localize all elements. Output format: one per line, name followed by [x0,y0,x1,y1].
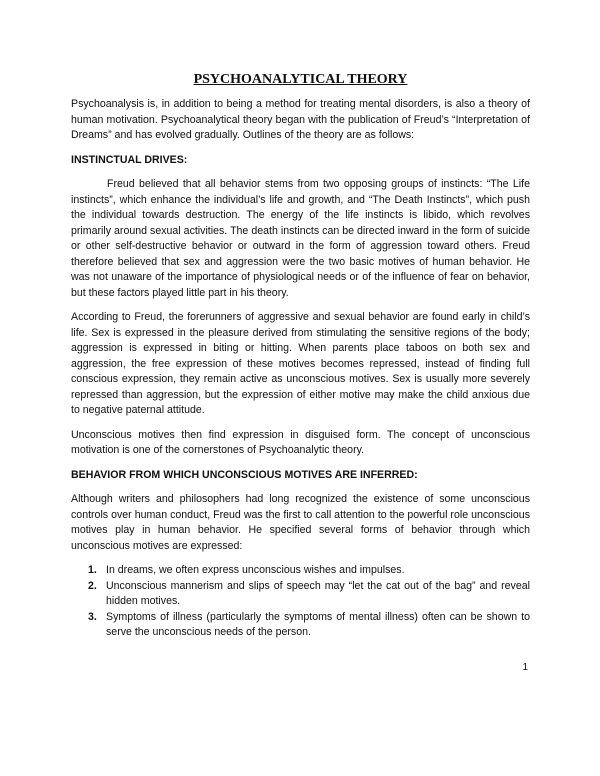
list-number: 1. [88,564,97,576]
paragraph-unconscious-motives: Unconscious motives then find expression in disguised form. The concept of unconscious motivation is one of the cornerstones of Psychoanalytic theory. [71,428,530,456]
section-heading-behavior: BEHAVIOR FROM WHICH UNCONSCIOUS MOTIVES ARE INFERRED: [71,468,418,481]
list-text: In dreams, we often express unconscious wishes and impulses. [106,564,405,576]
list-text: Symptoms of illness (particularly the symptoms of mental illness) often can be shown to serve the unconscious needs of the person. [106,610,530,638]
list-item [71,563,530,579]
section-heading-instinctual-drives: INSTINCTUAL DRIVES: [71,153,188,166]
list-number: 3. [88,610,97,623]
list-number: 2. [88,579,97,592]
paragraph-instincts: Freud believed that all behavior stems from two opposing groups of instincts: “The Life instincts”, which enhance the individual’s life and growth, and “The Death Instincts”, which push the individual towards destruction. The energy of the life instincts is libido, which revolves primarily around sexual activities. The death instincts can be directed inward in the form of suicide or other self-destructive behavior or outward in the form of aggression toward others. Freud therefore believed that sex and aggression were the two basic motives of human behavior. He was not unaware of the importance of physiological needs or of the influence of fear on behavior, but these factors played little part in his theory. [71,178,530,299]
list-text: Unconscious mannerism and slips of speech may “let the cat out of the bag” and reveal hidden motives. [106,579,530,607]
paragraph-forerunners: According to Freud, the forerunners of aggressive and sexual behavior are found early in child’s life. Sex is expressed in the pleasure derived from stimulating the sensitive regions of the body; aggression is expressed in biting or hitting. When parents place taboos on both sex and aggression, the free expression of these motives becomes repressed, instead of finding full conscious expression, they remain active as unconscious motives. Sex is usually more severely repressed than aggression, but the expression of either motive may make the child anxious due to negative paternal attitude. [71,311,530,416]
list-item [71,610,530,641]
page-number: 1 [522,661,528,673]
intro-paragraph: Psychoanalysis is, in addition to being a method for treating mental disorders, is also a theory of human motivation. Psychoanalytical theory began with the publication of Freud’s “Interpretation of Dreams” and has evolved gradually. Outlines of the theory are as follows: [71,98,530,141]
paragraph-writers: Although writers and philosophers had long recognized the existence of some unconscious controls over human conduct, Freud was the first to call attention to the powerful role unconscious motives play in human behavior. He specified several forms of behavior through which unconscious motives are expressed: [71,493,530,552]
behavior-list [71,563,530,641]
document-title: PSYCHOANALYTICAL THEORY [193,72,408,87]
list-item [71,579,530,610]
